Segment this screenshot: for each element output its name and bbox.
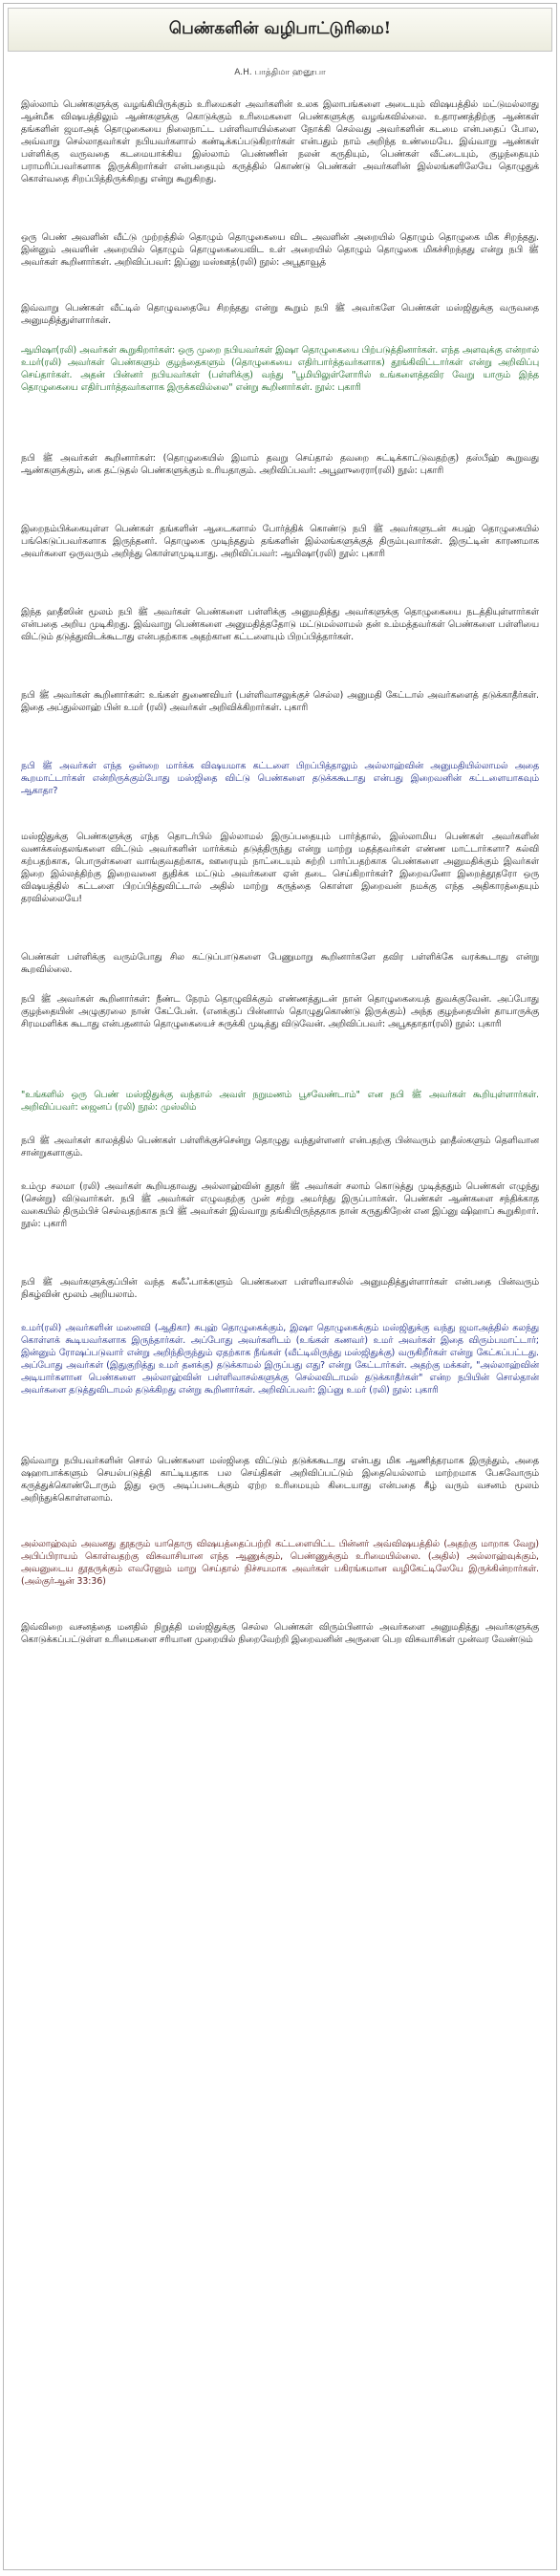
paragraph-11: பெண்கள் பள்ளிக்கு வரும்போது சில கட்டுப்பாடுகளை பேணுமாறு கூறினார்களே தவிர பள்ளிக்கே வரக்கூடாது என்று கூறவில்லை. — [21, 952, 539, 975]
paragraph-10: மஸ்ஜிதுக்கு பெண்களுக்கு எந்த தொடர்பில் இல்லாமல் இருப்பதையும் பார்த்தால், இஸ்லாமிய பெண்கள் அவர்களின் வணக்கஸ்தலங்களை விட்டும் அவர்களின் மார்க்கம் தடுத்திருந்து என்று மாற்று மதத்தவர்கள் எண்ண மாட்டார்களா? கல்வி கற்பதற்காக, பொருள்களை வாங்குவதற்காக, ஊரையும் நாட்டையும் சுற்றி பார்ப்பதற்காக பெண்களை அனுமதிக்கும் இவர்கள் இறை இல்லத்திற்கு இறைவனை துதிக்க மட்டும் அவர்களை ஏன் தடை செய்கிறார்கள்? இறைவனோ இறைத்தூதரோ ஒரு விஷயத்தில் கட்டளை பிறப்பித்துவிட்டால் அதில் மாற்று கருத்தை கொள்ள இறைவன் நமக்கு எந்த அதிகாரத்தையும் தரவில்லையே! — [21, 832, 539, 904]
paragraph-20: இவ்விறை வசனத்தை மனதில் நிறுத்தி மஸ்ஜிதுக்கு செல்ல பெண்கள் விரும்பினால் அவர்களை அனுமதித்து அவர்களுக்கு கொடுக்கப்பட்டுள்ள உரிமைகளை சரியான முறையில் நிறைவேற்றி இறைவனின் அருளை பெற விசுவாசிகள் முன்வர வேண்டும் — [21, 1622, 539, 1645]
paragraph-6: இறைநம்பிக்கையுள்ள பெண்கள் தங்களின் ஆடைகளால் போர்த்திக் கொண்டு நபி ﷺ அவர்களுடன் சுபஹ் தொழுகையில் பங்கெடுப்பவர்களாக இருந்தனர். தொழுகை முடிந்ததும் தங்களின் இல்லங்களுக்குத் திரும்புவார்கள். இருட்டின் காரணமாக அவர்களை ஒருவரும் அறிந்து கொள்ளமுடியாது. அறிவிப்பவர்: ஆயிஷா(ரலி) நூல்: புகாரி — [21, 524, 539, 559]
title-bar — [8, 8, 552, 52]
paragraph-18: இவ்வாறு நபியவர்களின் சொல் பெண்களை மஸ்ஜிதை விட்டும் தடுக்ககூடாது என்பது மிக ஆணித்தரமாக இருந்தும், அதை ஷஹாபாக்களும் செயல்படுத்தி காட்டியதாக பல செய்திகள் அறிவிப்பட்டும் இதையெல்லாம் மாற்றமாக பேசுவோரும் கருத்துக்கொண்டோரும் இது ஒரு அடிப்படைக்கும் ஏற்ற உரிமையும் கிடையாது என்பதை கீழ் வரும் வசனம் மூலம் அறிந்துக்கொள்ளலாம். — [21, 1456, 539, 1504]
paragraph-4: ஆயிஷா(ரலி) அவர்கள் கூறுகிறார்கள்: ஒரு முறை நபியவர்கள் இஷா தொழுகையை பிற்படுத்தினார்கள். எந்த அளவுக்கு என்றால் உமர்(ரலி) அவர்கள் பெண்களும் குழந்தைகளும் (தொழுகையை எதிர்பார்த்தவர்களாக) தூங்கிவிட்டார்கள் என்று அறிவிப்பு செய்தார்கள். அதன் பின்னர் நபியவர்கள் (பள்ளிக்கு) வந்து "பூமியிலுள்ளோரில் உங்களைத்தவிர வேறு யாரும் இந்த தொழுகையை எதிர்பார்த்தவர்களாக இருக்கவில்லை" என்று கூறினார்கள். நூல்: புகாரி — [21, 345, 539, 393]
paragraph-12: நபி ﷺ அவர்கள் கூறினார்கள்: நீண்ட நேரம் தொழுவிக்கும் எண்ணத்துடன் நான் தொழுகையைத் துவக்குவேன். அப்போது குழந்தையின் அழுகுரலை நான் கேட்பேன். (எனக்குப் பின்னால் தொழுதுகொண்டு இருக்கும்) அந்த குழந்தையின் தாயாருக்கு சிரமமளிக்க கூடாது என்பதனால் தொழுகையைச் சுருக்கி முடித்து விடுவேன். அறிவிப்பவர்: அபூகதாதா(ரலி) நூல்: புகாரி — [21, 994, 539, 1029]
paragraph-2: ஒரு பெண் அவளின் வீட்டு முற்றத்தில் தொழும் தொழுகையை விட அவளின் அறையில் தொழும் தொழுகை மிக சிறந்தது. இன்னும் அவளின் அறையில் தொழும் தொழுகையைவிட உள் அறையில் தொழும் தொழுகை மிகச்சிறந்தது என்று நபி ﷺ அவர்கள் கூறினார்கள். அறிவிப்பவர்: இப்னு மஸ்ஊத்(ரலி) நூல்: அபூதாவூத் — [21, 232, 539, 268]
article-body — [4, 98, 556, 1658]
paragraph-15: உம்மு சலமா (ரலி) அவர்கள் கூறியதாவது அல்லாஹ்வின் தூதர் ﷺ அவர்கள் சலாம் கொடுத்து முடித்ததும் பெண்கள் எழுந்து (சென்று) விடுவார்கள். நபி ﷺ அவர்கள் எழுவதற்கு முன் சற்று அமர்ந்து இருப்பார்கள். பெண்கள் ஆண்களை சந்திக்காத வகையில் திரும்பிச் செல்வதற்காக நபி ﷺ அவர்கள் இவ்வாறு தங்கியிருந்ததாக நான் கருதுகிறேன் என இப்னு ஷிஹாப் கூறுகிறார். நூல்: புகாரி — [21, 1181, 539, 1229]
paragraph-8: நபி ﷺ அவர்கள் கூறினார்கள்: உங்கள் துணைவியர் (பள்ளிவாசலுக்குச் செல்ல) அனுமதி கேட்டால் அவர்களைத் தடுக்காதீர்கள். இதை அப்துல்லாஹ் பின் உமர் (ரலி) அவர்கள் அறிவிக்கிறார்கள். புகாரி — [21, 690, 539, 713]
paragraph-7: இந்த ஹதீஸின் மூலம் நபி ﷺ அவர்கள் பெண்களை பள்ளிக்கு அனுமதித்து அவர்களுக்கு தொழுகையை நடத்தியுள்ளார்கள் என்பதை அறிய முடிகிறது. இவ்வாறு பெண்களை அனுமதித்ததோடு மட்டுமல்லாமல் தன் உம்மத்தவர்கள் பெண்களை பள்ளியை விட்டும் தடுத்துவிடக்கூடாது என்பதற்காக அதற்கான கட்டளையும் பிறப்பித்தார்கள். — [21, 607, 539, 642]
paragraph-1: இஸ்லாம் பெண்களுக்கு வழங்கியிருக்கும் உரிமைகள் அவர்களின் உலக இலாபங்களை அடையும் விஷயத்தில் மட்டுமல்லாது ஆன்மீக விஷயத்திலும் ஆண்களுக்கு கொடுக்கும் உரிமைகளை பெண்களுக்கு வழங்கவில்லை. உதாரணத்திற்கு ஆண்கள் தங்களின் ஜமாஅத் தொழுகையை நிலைநாட்ட பள்ளிவாயில்களை நோக்கி செல்வது அவர்களின் கடமை என்பதைப் போல, அவ்வாறு செல்லாதவர்கள் நபியவர்களால் கண்டிக்கப்படுகிறார்கள் என்பதும் நாம் அறிந்த உண்மையே. இவ்வாறு ஆண்கள் பள்ளிக்கு வருவதை கடமையாக்கிய இஸ்லாம் பெண்ணின் நலன் கருதியும், பெண்கள் வீட்டையும், குழந்தையும் பராமரிப்பவர்களாக இருக்கிறார்கள் என்பதையும் கருத்தில் கொண்டு பெண்கள் அவர்களின் இல்லங்களிலேயே தொழுதுக் கொள்வதை சிறப்பித்திருக்கிறது என்று கூறுகிறது. — [21, 99, 539, 184]
paragraph-13: "உங்களில் ஒரு பெண் மஸ்ஜிதுக்கு வந்தால் அவள் நறுமணம் பூசவேண்டாம்" என நபி ﷺ அவர்கள் கூறியுள்ளார்கள். அறிவிப்பவர்: ஜைனப் (ரலி) நூல்: முஸ்லிம் — [21, 1090, 539, 1113]
paragraph-5: நபி ﷺ அவர்கள் கூறினார்கள்: (தொழுகையில் இமாம் தவறு செய்தால் தவறை சுட்டிக்காட்டுவதற்கு) தஸ்பீஹ் கூறுவது ஆண்களுக்கும், கை தட்டுதல் பெண்களுக்கும் உரியதாகும். அறிவிப்பவர்: அபூஹுரைரா(ரலி) நூல்: புகாரி — [21, 453, 539, 476]
paragraph-17: உமர்(ரலி) அவர்களின் மனைவி (ஆதிகா) சுபுஹ் தொழுகைக்கும், இஷா தொழுகைக்கும் மஸ்ஜிதுக்கு வந்து ஜமாஅத்தில் கலந்து கொள்ளக் கூடியவர்களாக இருந்தார்கள். அப்போது அவர்களிடம் (உங்கள் கணவர்) உமர் அவர்கள் இதை விரும்பமாட்டார்; இன்னும் ரோஷப்படுவார் என்று அறிந்திருந்தும் ஏதற்காக நீங்கள் (வீட்டிலிருந்து மஸ்ஜிதுக்கு) வருகிறீர்கள் என்று கேட்கப்பட்டது. அப்போது அவர்கள் (இதுகுறித்து உமர் தனக்கு) தடுக்காமல் இருப்பது எது? என்று கேட்டார்கள். அதற்கு மக்கள், "அல்லாஹ்வின் அடியார்களான பெண்களை அல்லாஹ்வின் பள்ளிவாசல்களுக்கு செல்லவிடாமல் தடுக்காதீர்கள்" என்ற நபியின் சொல்தான் அவர்களை தடுத்துவிடாமல் தடுக்கிறது என்று கூறினார்கள். அறிவிப்பவர்: இப்னு உமர் (ரலி) நூல்: புகாரி — [21, 1323, 539, 1396]
paragraph-16: நபி ﷺ அவர்களுக்குப்பின் வந்த கலீஃபாக்களும் பெண்களை பள்ளிவாசலில் அனுமதித்துள்ளார்கள் என்பதை பின்வரும் நிகழ்வின் மூலம் அறியலாம். — [21, 1277, 539, 1300]
paragraph-3: இவ்வாறு பெண்கள் வீட்டில் தொழுவதையே சிறந்தது என்று கூறும் நபி ﷺ அவர்களே பெண்கள் மஸ்ஜிதுக்கு வருவதை அனுமதித்துள்ளார்கள். — [21, 303, 539, 326]
article-page — [3, 3, 557, 2570]
paragraph-9: நபி ﷺ அவர்கள் எந்த ஒன்றை மார்க்க விஷயமாக கட்டளை பிறப்பித்தாலும் அல்லாஹ்வின் அனுமதியில்லாமல் அதை கூறமாட்டார்கள் என்றிருக்கும்போது மஸ்ஜிதை விட்டு பெண்களை தடுக்ககூடாது என்பது இறைவனின் கட்டளையாகவும் ஆகாதா? — [21, 761, 539, 796]
paragraph-14: நபி ﷺ அவர்கள் காலத்தில் பெண்கள் பள்ளிக்குச்சென்று தொழுது வந்துள்ளனர் என்பதற்கு பின்வரும் ஹதீஸ்களும் தெளிவான சான்றுகளாகும். — [21, 1136, 539, 1158]
author-byline: A.H. பாத்திமா ஹனூபா — [234, 68, 326, 77]
paragraph-19: அல்லாஹ்வும் அவனது தூதரும் யாதொரு விஷயத்தைப்பற்றி கட்டளையிட்ட பின்னர் அவ்விஷயத்தில் (அதற்கு மாறாக வேறு) அபிப்பிராயம் கொள்வதற்கு விசுவாசியான எந்த ஆணுக்கும், பெண்ணுக்கும் உரிமையில்லை. (அதில்) அல்லாஹ்வுக்கும், அவனுடைய தூதருக்கும் எவரேனும் மாறு செய்தால் நிச்சயமாக அவர்கள் பகிரங்கமான வழிகேட்டிலேயே இருக்கின்றார்கள். (அல்குர்ஆன் 33:36) — [21, 1539, 539, 1587]
article-title: பெண்களின் வழிபாட்டுரிமை! — [168, 19, 392, 38]
